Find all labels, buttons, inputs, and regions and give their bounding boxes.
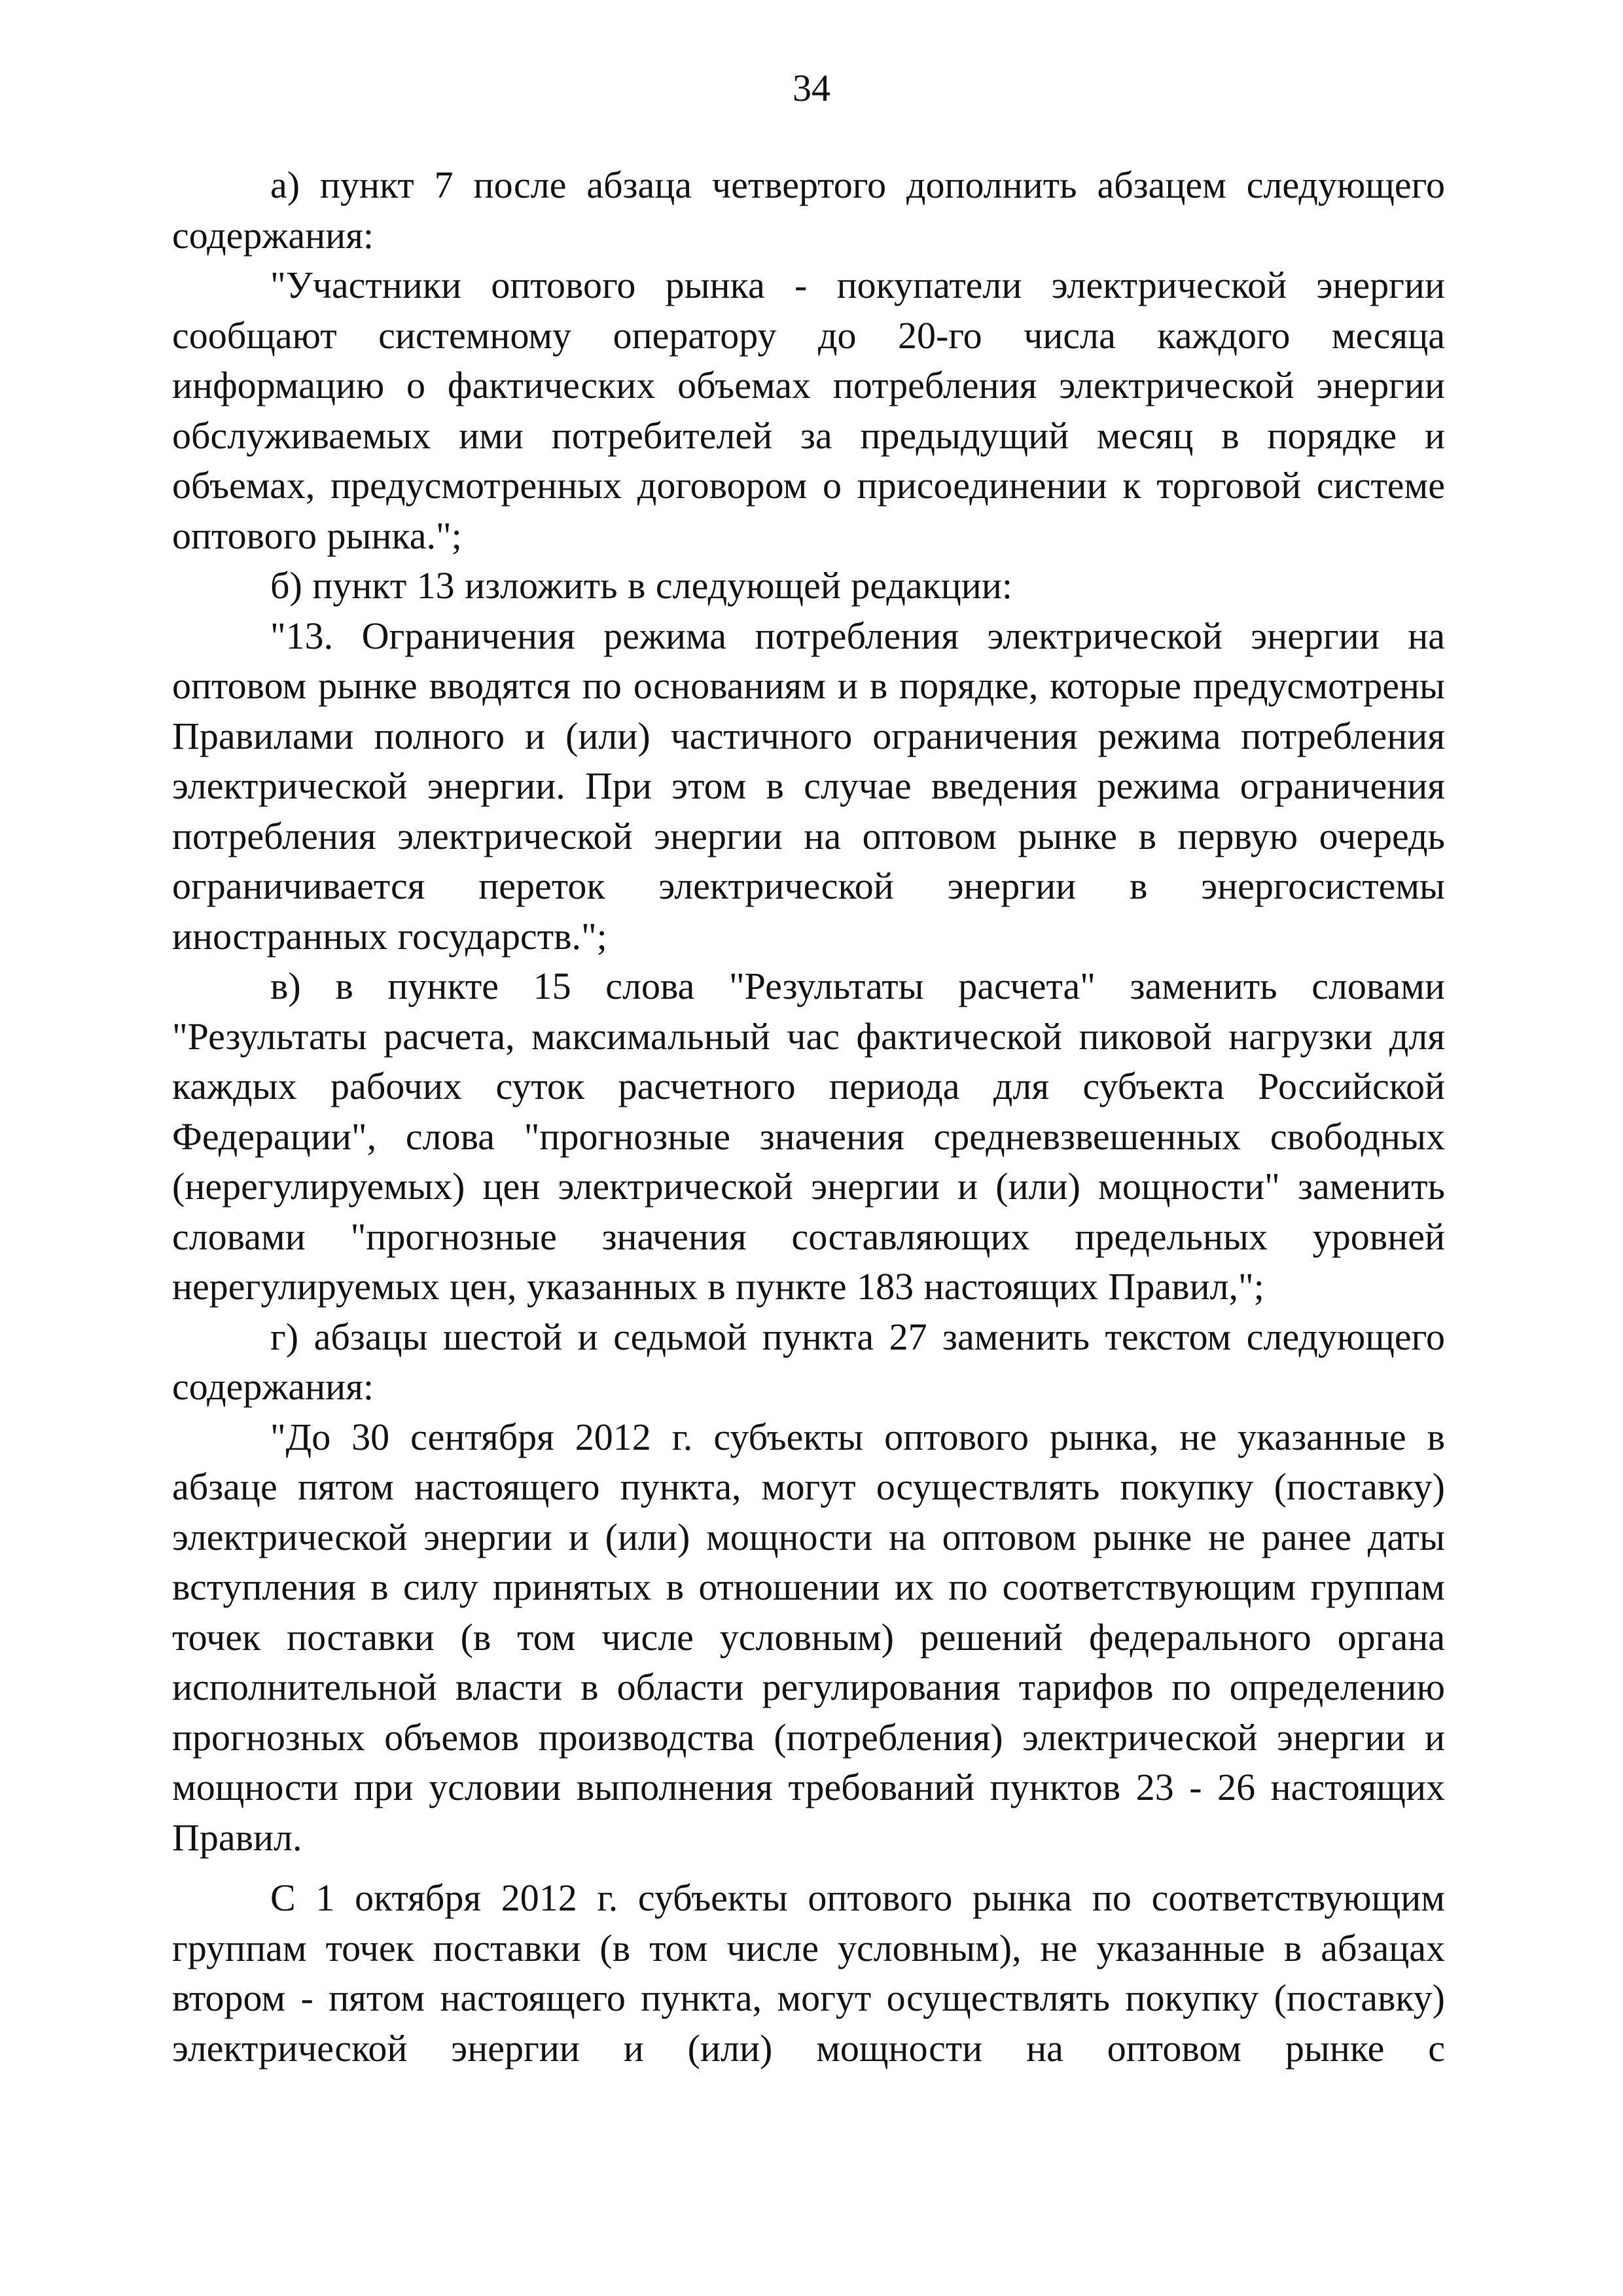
paragraph-g-quote-2: С 1 октября 2012 г. субъекты оптового рынка по соответствующим группам точек поставки (в том числе условным), не указанные в абзацах втором - пятом настоящего пункта, могут осуществлять покупку (поставку) электрической энергии и (или) мощности на оптовом рынке с (172, 1876, 1445, 2070)
paragraph-b-quote: "13. Ограничения режима потребления электрической энергии на оптовом рынке вводятся по основаниям и в порядке, которые предусмотрены Правилами полного и (или) частичного ограничения режима потребления электрической энергии. При этом в случае введения режима ограничения потребления электрической энергии на оптовом рынке в первую очередь ограничивается переток электрической энергии в энергосистемы иностранных государств."; (172, 614, 1445, 958)
paragraph-a: а) пункт 7 после абзаца четвертого дополнить абзацем следующего содержания: (172, 164, 1445, 257)
paragraph-b: б) пункт 13 изложить в следующей редакции: (270, 564, 1012, 607)
page-number: 34 (793, 67, 830, 109)
paragraph-v: в) в пункте 15 слова "Результаты расчета" заменить словами "Результаты расчета, максимальный час фактической пиковой нагрузки для каждых рабочих суток расчетного периода для субъекта Российской Федерации", слова "прогнозные значения средневзвешенных свободных (нерегулируемых) цен электрической энергии и (или) мощности" заменить словами "прогнозные значения составляющих предельных уровней нерегулируемых цен, указанных в пункте 183 настоящих Правил,"; (172, 965, 1445, 1308)
document-body (172, 160, 1445, 2073)
paragraph-a-quote: "Участники оптового рынка - покупатели электрической энергии сообщают системному оператору до 20-го числа каждого месяца информацию о фактических объемах потребления электрической энергии обслуживаемых ими потребителей за предыдущий месяц в порядке и объемах, предусмотренных договором о присоединении к торговой системе оптового рынка."; (172, 264, 1445, 557)
paragraph-g: г) абзацы шестой и седьмой пункта 27 заменить текстом следующего содержания: (172, 1315, 1445, 1408)
paragraph-g-quote-1: "До 30 сентября 2012 г. субъекты оптового рынка, не указанные в абзаце пятом настоящего пункта, могут осуществлять покупку (поставку) электрической энергии и (или) мощности на оптовом рынке не ранее даты вступления в силу принятых в отношении их по соответствующим группам точек поставки (в том числе условным) решений федерального органа исполнительной власти в области регулирования тарифов по определению прогнозных объемов производства (потребления) электрической энергии и мощности при условии выполнения требований пунктов 23 - 26 настоящих Правил. (172, 1415, 1445, 1859)
